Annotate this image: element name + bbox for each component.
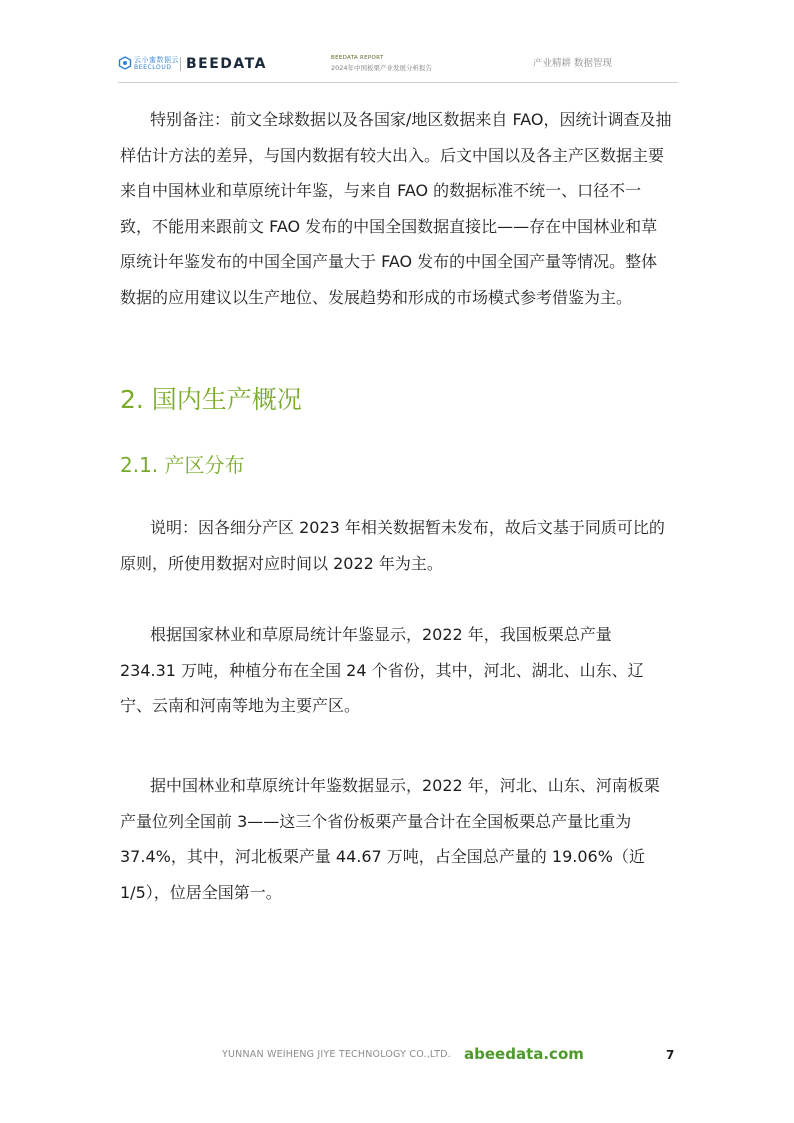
footer-website-link[interactable]: abeedata.com	[464, 1045, 584, 1063]
ranking-paragraph-text: 据中国林业和草原统计年鉴数据显示，2022 年，河北、山东、河南板栗产量位列全国前 3——这三个省份板栗产量合计在全国板栗总产量比重为 37.4%，其中，河北板栗产量 44.67 万吨，占全国总产量的 19.06%（近 1/5），位居全国第一。	[120, 776, 660, 902]
distribution-paragraph	[120, 617, 672, 724]
ranking-paragraph	[120, 768, 672, 910]
distribution-paragraph-text: 根据国家林业和草原局统计年鉴显示，2022 年，我国板栗总产量 234.31 万吨，种植分布在全国 24 个省份，其中，河北、湖北、山东、辽宁、云南和河南等地为主要产区。	[120, 625, 644, 716]
footer-company-name: YUNNAN WEIHENG JIYE TECHNOLOGY CO.,LTD.	[222, 1049, 451, 1060]
section-heading: 2. 国内生产概况	[120, 385, 302, 414]
report-title: 2024年中国板栗产业发展分析报告	[331, 64, 433, 72]
page-header	[118, 48, 678, 80]
explain-paragraph	[120, 510, 672, 581]
report-label: BEEDATA REPORT	[331, 55, 384, 61]
logo-divider	[180, 57, 181, 71]
header-tagline: 产业精耕 数据智现	[533, 58, 613, 69]
header-divider	[118, 82, 678, 83]
subsection-heading: 2.1. 产区分布	[120, 453, 245, 477]
logo-english-name: BEECLOUD	[134, 64, 172, 71]
page-footer	[222, 1045, 682, 1065]
page-number: 7	[666, 1048, 675, 1062]
note-paragraph	[120, 102, 672, 316]
bee-logo-icon	[118, 56, 132, 70]
note-paragraph-text: 特别备注：前文全球数据以及各国家/地区数据来自 FAO，因统计调查及抽样估计方法的差异，与国内数据有较大出入。后文中国以及各主产区数据主要来自中国林业和草原统计年鉴，与来自 FAO 的数据标准不统一、口径不一致，不能用来跟前文 FAO 发布的中国全国数据直接比——存在中国林业和草原统计年鉴发布的中国全国产量大于 FAO 发布的中国全国产量等情况。整体数据的应用建议以生产地位、发展趋势和形成的市场模式参考借鉴为主。	[120, 110, 672, 307]
brand-name: BEEDATA	[186, 56, 267, 72]
explain-paragraph-text: 说明：因各细分产区 2023 年相关数据暂未发布，故后文基于同质可比的原则，所使用数据对应时间以 2022 年为主。	[120, 518, 665, 573]
logo-chinese-name: 云小蜜数据云	[134, 56, 179, 64]
